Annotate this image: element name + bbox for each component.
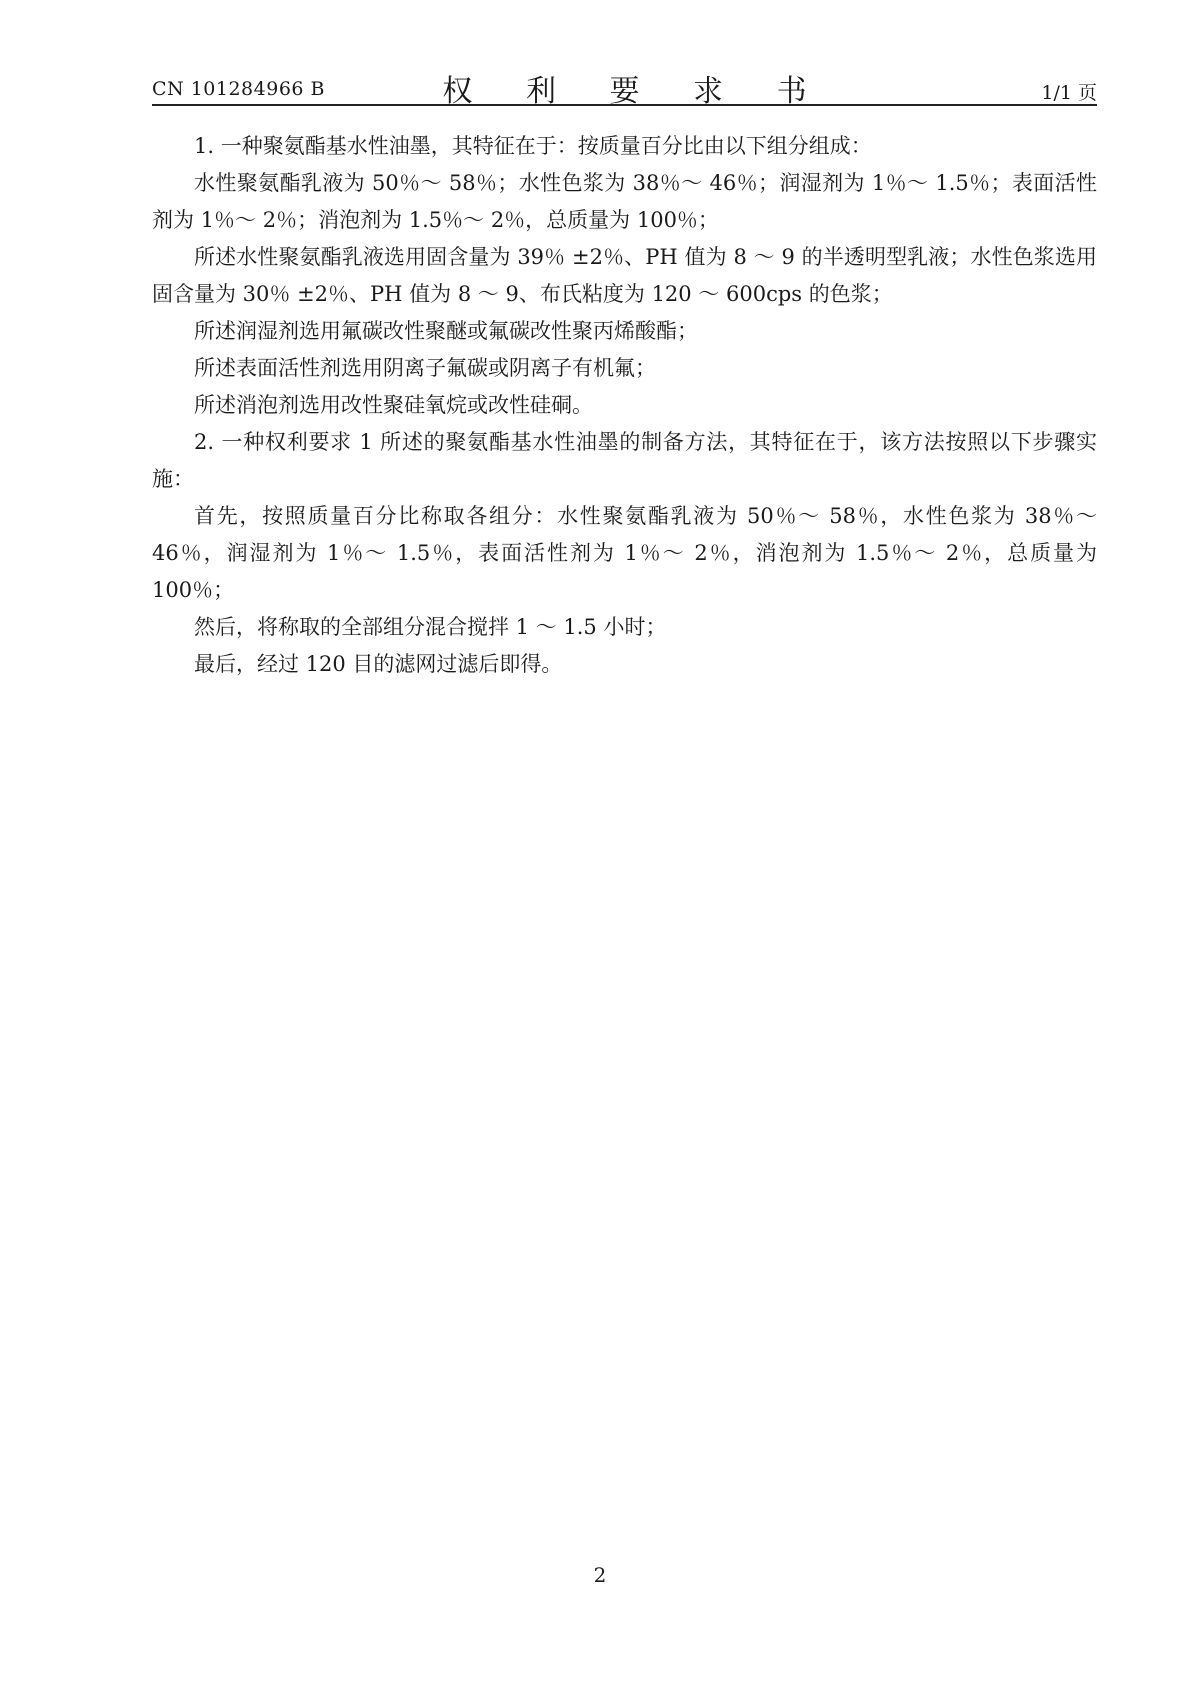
- claim-1-defoamer: 所述消泡剂选用改性聚硅氧烷或改性硅硐。: [194, 393, 593, 417]
- claim-1-composition: 水性聚氨酯乳液为 50％～ 58％；水性色浆为 38％～ 46％；润湿剂为 1％～ 1.5％；表面活性剂为 1％～ 2％；消泡剂为 1.5％～ 2％，总质量为 100％；: [152, 171, 1097, 232]
- claim-2-step-2: 然后，将称取的全部组分混合搅拌 1 ～ 1.5 小时；: [194, 615, 667, 639]
- claim-1-emulsion-and-paste: 所述水性聚氨酯乳液选用固含量为 39％ ±2％、PH 值为 8 ～ 9 的半透明型乳液；水性色浆选用固含量为 30％ ±2％、PH 值为 8 ～ 9、布氏粘度为 120 ～ 600cps 的色浆；: [152, 245, 1097, 306]
- claim-1-intro: 1. 一种聚氨酯基水性油墨，其特征在于：按质量百分比由以下组分组成：: [194, 134, 872, 158]
- claim-2-intro: 2. 一种权利要求 1 所述的聚氨酯基水性油墨的制备方法，其特征在于，该方法按照以下步骤实施：: [152, 430, 1097, 491]
- patent-number: CN 101284966 B: [152, 78, 325, 100]
- claim-1-wetting-agent: 所述润湿剂选用氟碳改性聚醚或氟碳改性聚丙烯酸酯；: [194, 319, 698, 343]
- claims-body: [152, 128, 1097, 683]
- claim-2-step-3: 最后，经过 120 目的滤网过滤后即得。: [194, 652, 563, 676]
- page-header: [152, 62, 1097, 109]
- claim-1-surfactant: 所述表面活性剂选用阴离子氟碳或阴离子有机氟；: [194, 356, 656, 380]
- page-count: 1/1 页: [1041, 82, 1097, 104]
- document-title: 权 利 要 求 书: [442, 74, 829, 109]
- claim-2-step-1: 首先，按照质量百分比称取各组分：水性聚氨酯乳液为 50％～ 58％，水性色浆为 38％～ 46％，润湿剂为 1％～ 1.5％，表面活性剂为 1％～ 2％，消泡剂为 1.5％～ 2％，总质量为 100％；: [152, 504, 1097, 602]
- page-number: 2: [593, 1563, 607, 1587]
